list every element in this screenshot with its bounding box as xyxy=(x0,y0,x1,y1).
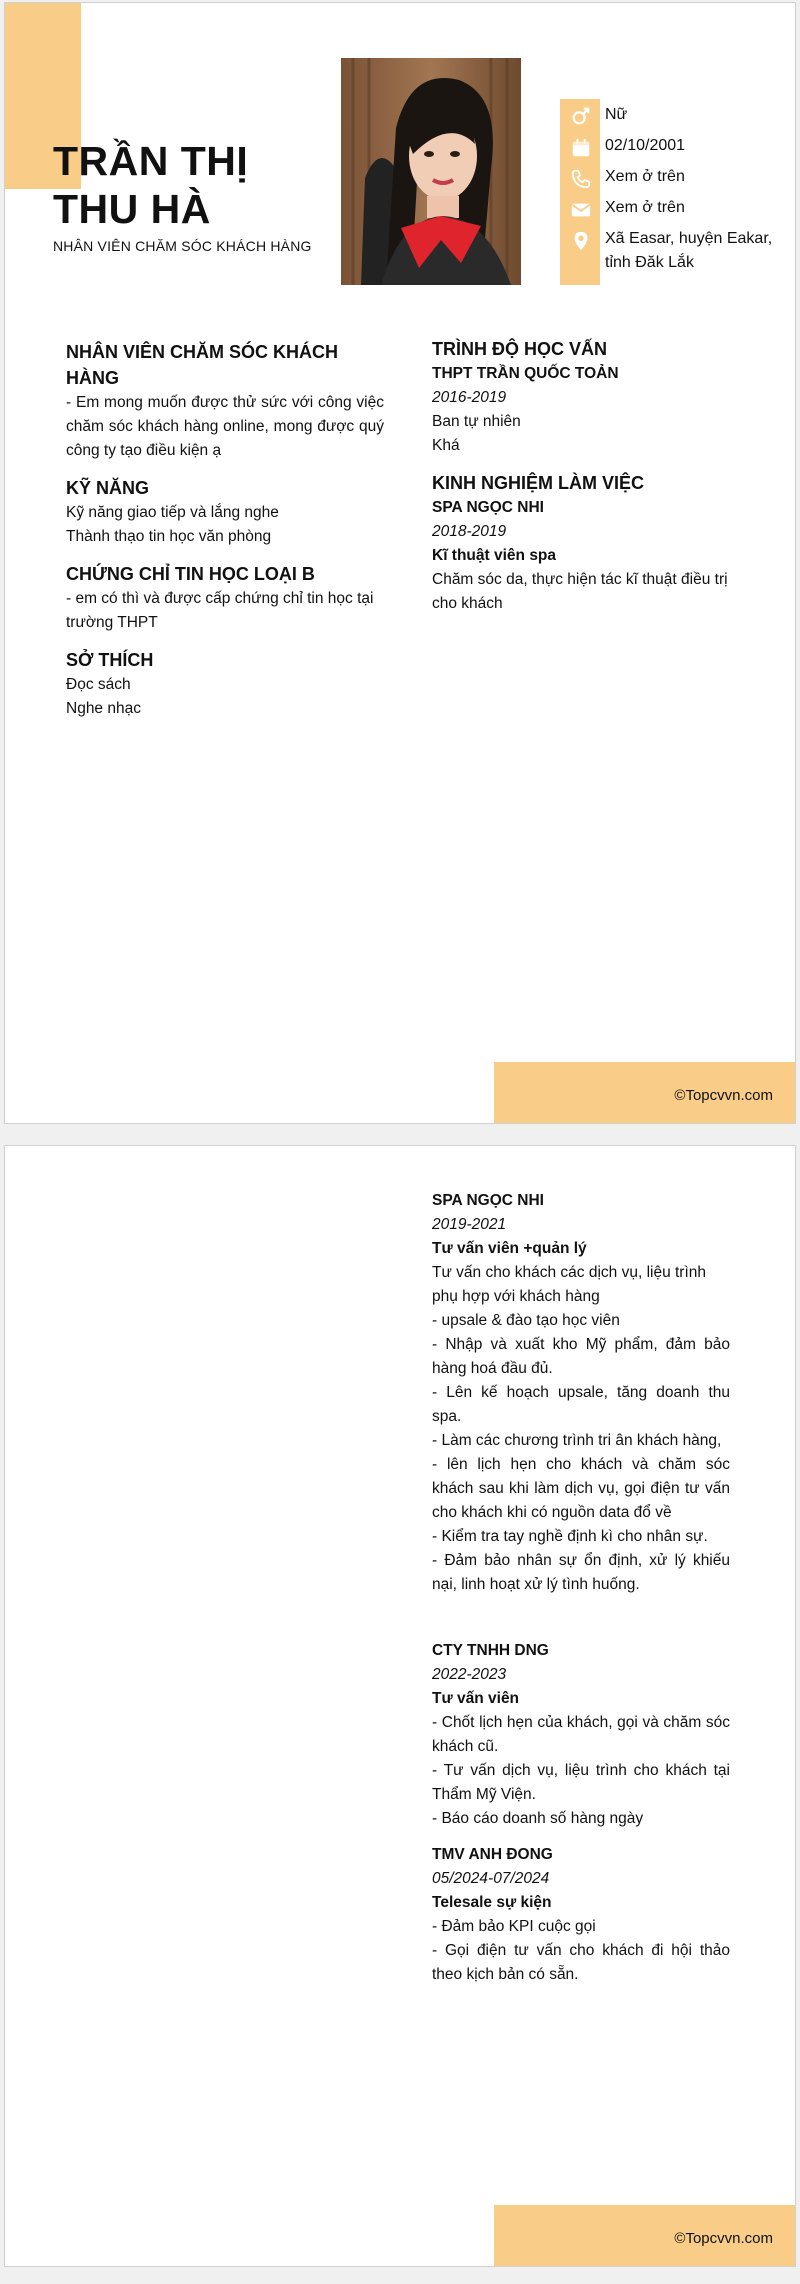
education-grade: Khá xyxy=(432,437,460,454)
education-period: 2016-2019 xyxy=(432,389,507,406)
job-line: - Đảm bảo nhân sự ổn định, xử lý khiếu nại, linh hoạt xử lý tình huống. xyxy=(432,1552,730,1593)
candidate-name: TRẦN THỊ THU HÀ xyxy=(53,138,249,232)
gender-value: Nữ xyxy=(605,106,628,123)
job-role: Tư vấn viên +quản lý xyxy=(432,1240,587,1257)
job-line: - Nhập và xuất kho Mỹ phẩm, đảm bảo hàng hoá đầu đủ. xyxy=(432,1336,730,1377)
education-title: TRÌNH ĐỘ HỌC VẤN xyxy=(432,339,607,359)
job-line: - Kiểm tra tay nghề định kì cho nhân sự. xyxy=(432,1528,708,1545)
job-line: - Đảm bảo KPI cuộc gọi xyxy=(432,1918,596,1935)
cv-page-2 xyxy=(4,1145,796,2267)
hobby-item: Nghe nhạc xyxy=(66,700,141,717)
footer-brand: ©Topcvvn.com xyxy=(674,1087,773,1104)
job-line: - Tư vấn dịch vụ, liệu trình cho khách tại Thẩm Mỹ Viện. xyxy=(432,1762,730,1803)
job-role: Telesale sự kiện xyxy=(432,1894,552,1911)
job-line: - Gọi điện tư vấn cho khách đi hội thảo theo kịch bản có sẵn. xyxy=(432,1942,730,1983)
right-column xyxy=(432,336,730,616)
skills-title: KỸ NĂNG xyxy=(66,478,150,498)
job-line: Chăm sóc da, thực hiện tác kĩ thuật điều trị cho khách xyxy=(432,571,728,612)
objective-title: NHÂN VIÊN CHĂM SÓC KHÁCH HÀNG xyxy=(66,342,339,388)
location-pin-icon xyxy=(570,230,592,252)
job-line: - Báo cáo doanh số hàng ngày xyxy=(432,1810,644,1827)
right-column-continued xyxy=(432,1189,730,1987)
phone-value: Xem ở trên xyxy=(605,168,685,185)
objective-text: - Em mong muốn được thử sức với công việc chăm sóc khách hàng online, mong được quý công ty tạo điều kiện ạ xyxy=(66,394,384,459)
job-line: - Lên kế hoạch upsale, tăng doanh thu spa. xyxy=(432,1384,730,1425)
skill-item: Thành thạo tin học văn phòng xyxy=(66,528,272,545)
birthday-value: 02/10/2001 xyxy=(605,137,686,154)
school-name: THPT TRẦN QUỐC TOẢN xyxy=(432,365,619,382)
hobby-item: Đọc sách xyxy=(66,676,131,693)
certificate-text: - em có thì và được cấp chứng chỉ tin học tại trường THPT xyxy=(66,590,374,631)
job-role: Tư vấn viên xyxy=(432,1690,520,1707)
left-column xyxy=(66,339,384,721)
profile-photo xyxy=(341,58,521,285)
job-line: Tư vấn cho khách các dịch vụ, liệu trình phụ hợp với khách hàng xyxy=(432,1264,707,1305)
job-company: TMV ANH ĐONG xyxy=(432,1846,553,1863)
job-company: SPA NGỌC NHI xyxy=(432,1192,544,1209)
job-line: - Chốt lịch hẹn của khách, gọi và chăm sóc khách cũ. xyxy=(432,1714,730,1755)
job-period: 05/2024-07/2024 xyxy=(432,1870,550,1887)
calendar-icon xyxy=(570,137,592,159)
job-role: Kĩ thuật viên spa xyxy=(432,547,557,564)
gender-icon xyxy=(570,105,592,127)
footer-brand: ©Topcvvn.com xyxy=(674,2230,773,2247)
mail-icon xyxy=(570,199,592,221)
job-company: SPA NGỌC NHI xyxy=(432,499,544,516)
job-company: CTY TNHH DNG xyxy=(432,1642,549,1659)
job-period: 2019-2021 xyxy=(432,1216,507,1233)
experience-title: KINH NGHIỆM LÀM VIỆC xyxy=(432,473,645,493)
hobbies-title: SỞ THÍCH xyxy=(66,650,154,670)
education-major: Ban tự nhiên xyxy=(432,413,521,430)
cv-page-1 xyxy=(4,2,796,1124)
job-period: 2022-2023 xyxy=(432,1666,507,1683)
contact-bar xyxy=(560,99,600,285)
job-line: - Làm các chương trình tri ân khách hàng, xyxy=(432,1432,722,1449)
skill-item: Kỹ năng giao tiếp và lắng nghe xyxy=(66,504,279,521)
job-period: 2018-2019 xyxy=(432,523,507,540)
address-value: Xã Easar, huyện Eakar, tỉnh Đăk Lắk xyxy=(605,230,773,271)
phone-icon xyxy=(570,168,592,190)
candidate-position: NHÂN VIÊN CHĂM SÓC KHÁCH HÀNG xyxy=(53,238,312,254)
job-line: - lên lịch hẹn cho khách và chăm sóc khách sau khi làm dịch vụ, gọi điện tư vấn cho khách khi có nguồn data đổ về xyxy=(432,1456,730,1521)
certificate-title: CHỨNG CHỈ TIN HỌC LOẠI B xyxy=(66,564,315,584)
email-value: Xem ở trên xyxy=(605,199,685,216)
job-line: - upsale & đào tạo học viên xyxy=(432,1312,620,1329)
